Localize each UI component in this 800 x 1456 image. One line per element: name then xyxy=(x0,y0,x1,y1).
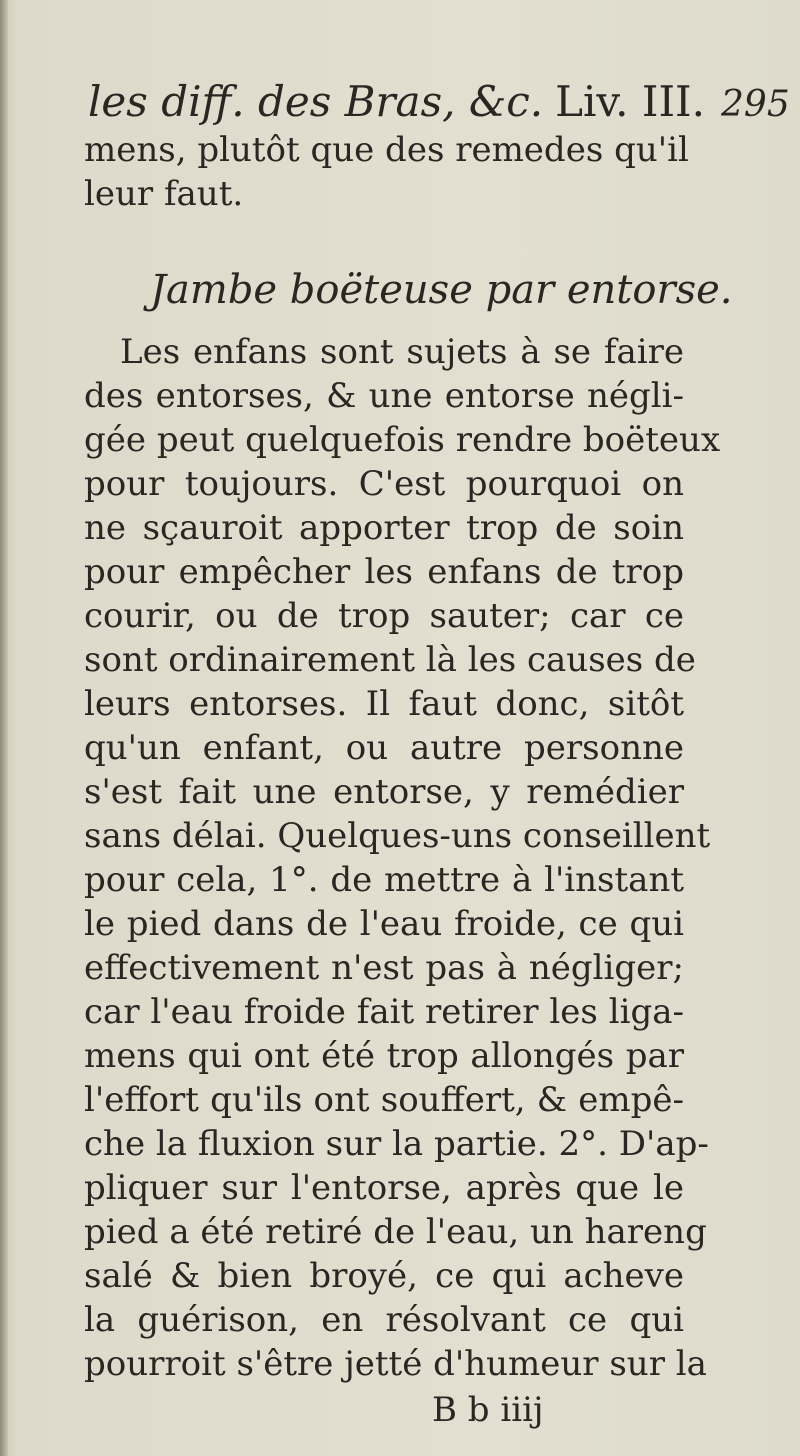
text-line: des entorses, & une entorse négli- xyxy=(84,376,684,416)
text-line: courir, ou de trop sauter; car ce xyxy=(84,596,684,636)
text-line: pour toujours. C'est pourquoi on xyxy=(84,464,684,504)
text-line: pour empêcher les enfans de trop xyxy=(84,552,684,592)
section-subtitle: Jambe boëteuse par entorse. xyxy=(150,267,733,313)
text-line: sont ordinairement là les causes de xyxy=(84,640,696,680)
text-line: l'effort qu'ils ont souffert, & empê- xyxy=(84,1080,684,1120)
running-title: les diff. des Bras, &c. xyxy=(88,77,544,126)
page-gutter xyxy=(0,0,8,1456)
text-line: qu'un enfant, ou autre personne xyxy=(84,728,684,768)
text-line: ne sçauroit apporter trop de soin xyxy=(84,508,684,548)
text-line: le pied dans de l'eau froide, ce qui xyxy=(84,904,684,944)
text-line: pourroit s'être jetté d'humeur sur la xyxy=(84,1344,707,1384)
text-line: pour cela, 1°. de mettre à l'instant xyxy=(84,860,684,900)
text-line: sans délai. Quelques-uns conseillent xyxy=(84,816,711,856)
running-header xyxy=(88,72,790,132)
text-line: mens, plutôt que des remedes qu'il xyxy=(84,130,689,170)
text-line: salé & bien broyé, ce qui acheve xyxy=(84,1256,684,1296)
text-line: pliquer sur l'entorse, après que le xyxy=(84,1168,684,1208)
book-number: Liv. III. xyxy=(555,77,706,126)
text-line: la guérison, en résolvant ce qui xyxy=(84,1300,684,1340)
text-line: gée peut quelquefois rendre boëteux xyxy=(84,420,721,460)
text-line: pied a été retiré de l'eau, un hareng xyxy=(84,1212,707,1252)
text-line: s'est fait une entorse, y remédier xyxy=(84,772,684,812)
text-line: leurs entorses. Il faut donc, sitôt xyxy=(84,684,684,724)
text-line: mens qui ont été trop allongés par xyxy=(84,1036,684,1076)
text-line: car l'eau froide fait retirer les liga- xyxy=(84,992,684,1032)
text-line: che la fluxion sur la partie. 2°. D'ap- xyxy=(84,1124,709,1164)
page-number: 295 xyxy=(721,84,790,125)
text-line: effectivement n'est pas à négliger; xyxy=(84,948,684,988)
text-line: Les enfans sont sujets à se faire xyxy=(120,332,684,372)
signature-mark: B b iiij xyxy=(432,1390,544,1430)
text-line: leur faut. xyxy=(84,174,244,214)
